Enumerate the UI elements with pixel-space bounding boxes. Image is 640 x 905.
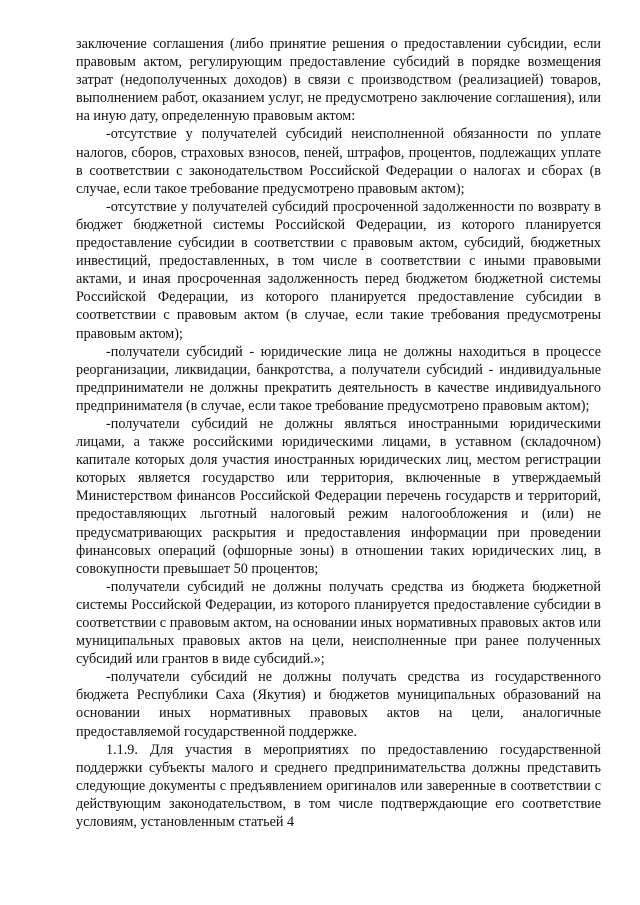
paragraph-reorganization-requirement: -получатели субсидий - юридические лица не должны находиться в процессе реорганизации, ликвидации, банкротства, а получатели субсидий - индивидуальные предприниматели не должны прекратить деятельность в качестве индивидуального предпринимателя (в случае, если такое требование предусмотрено правовым актом); <box>76 343 601 414</box>
paragraph-section-1-1-9: 1.1.9. Для участия в мероприятиях по предоставлению государственной поддержки субъекты малого и среднего предпринимательства должны представить следующие документы с предъявлением оригиналов или заверенные в соответствии с действующим законодательством, в том числе подтверждающие его соответствие условиям, установленным статьей 4 <box>76 741 601 831</box>
paragraph-intro: заключение соглашения (либо принятие решения о предоставлении субсидии, если правовым актом, регулирующим предоставление субсидий в порядке возмещения затрат (недополученных доходов) в связи с производством (реализацией) товаров, выполнением работ, оказанием услуг, не предусмотрено заключение соглашения), или на иную дату, определенную правовым актом: <box>76 36 601 125</box>
paragraph-debt-requirement: -отсутствие у получателей субсидий просроченной задолженности по возврату в бюджет бюджетной системы Российской Федерации, из которого планируется предоставление субсидии в соответствии с правовым актом, субсидий, бюджетных инвестиций, предоставленных, в том числе в соответствии с иными правовыми актами, и иная просроченная задолженность перед бюджетом бюджетной системы Российской Федерации, из которого планируется предоставление субсидии в соответствии с правовым актом (в случае, если такие требования предусмотрены правовым актом); <box>76 198 601 342</box>
document-body <box>76 35 601 831</box>
paragraph-foreign-entity-requirement: -получатели субсидий не должны являться иностранными юридическими лицами, а также российскими юридическими лицами, в уставном (складочном) капитале которых доля участия иностранных юридических лиц, местом регистрации которых является государство или территория, включенные в утверждаемый Министерством финансов Российской Федерации перечень государств и территорий, предоставляющих льготный налоговый режим налогообложения и (или) не предусматривающих раскрытия и предоставления информации при проведении финансовых операций (офшорные зоны) в отношении таких юридических лиц, в совокупности превышает 50 процентов; <box>76 415 601 577</box>
paragraph-federal-funds-requirement: -получатели субсидий не должны получать средства из бюджета бюджетной системы Российской Федерации, из которого планируется предоставление субсидии в соответствии с правовым актом, на основании иных нормативных правовых актов или муниципальных правовых актов на цели, неисполненные при ранее полученных субсидий или грантов в виде субсидий.»; <box>76 578 601 668</box>
paragraph-regional-funds-requirement: -получатели субсидий не должны получать средства из государственного бюджета Республики Саха (Якутия) и бюджетов муниципальных образований на основании иных нормативных правовых актов на цели, аналогичные предоставляемой государственной поддержке. <box>76 669 601 740</box>
paragraph-tax-requirement: -отсутствие у получателей субсидий неисполненной обязанности по уплате налогов, сборов, страховых взносов, пеней, штрафов, процентов, подлежащих уплате в соответствии с законодательством Российской Федерации о налогах и сборах (в случае, если такое требование предусмотрено правовым актом); <box>76 126 601 197</box>
